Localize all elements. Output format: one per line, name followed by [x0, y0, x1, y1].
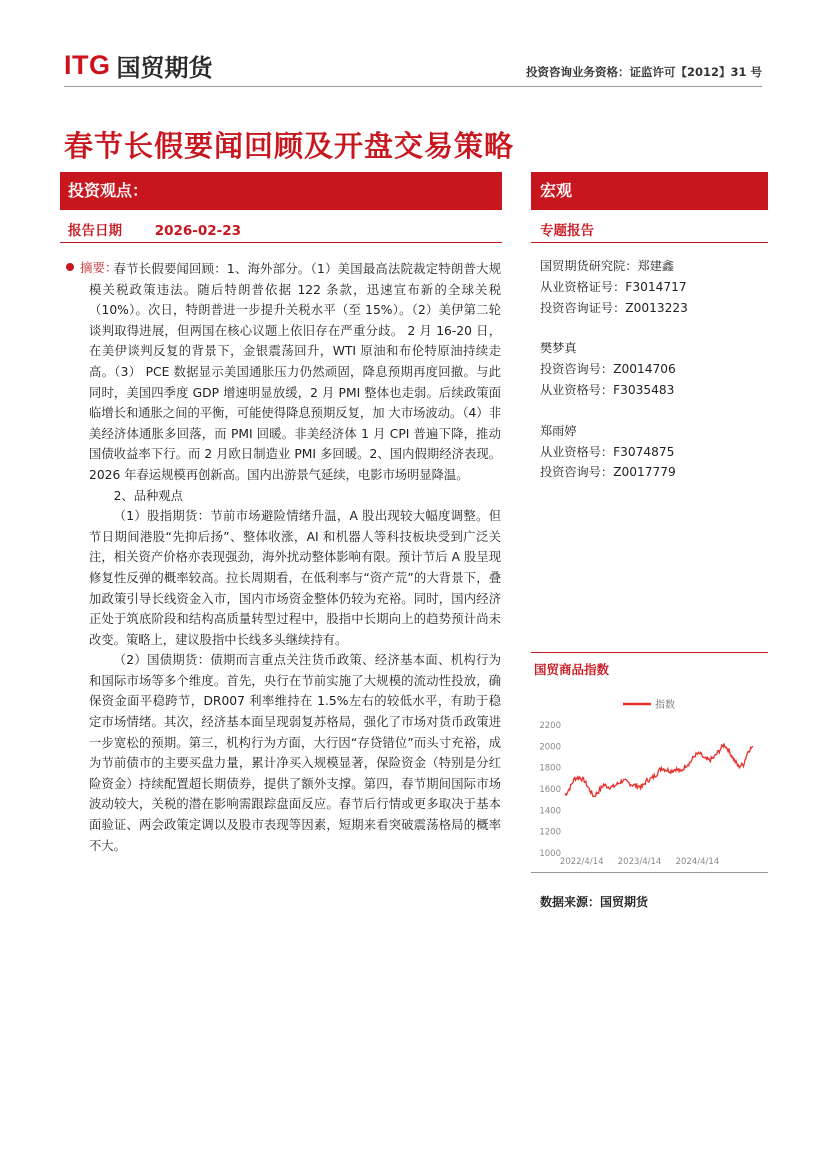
chart-top-divider [531, 652, 768, 653]
analyst-3 [540, 421, 688, 483]
analyst-license: 从业资格号：F3074875 [540, 444, 675, 459]
report-type: 专题报告 [540, 223, 594, 239]
legend-label: 指数 [655, 700, 675, 711]
bullet-dot-icon [66, 263, 74, 271]
analyst-license: 从业资格号：F3035483 [540, 382, 675, 397]
paragraph-stock-index: （1）股指期货：节前市场避险情绪升温，A 股出现较大幅度调整。但节日期间港股“先抑后扬”、整体收涨，AI 和机器人等科技板块受到广泛关注，相关资产价格亦表现强劲，海外扰动整体影响有限。预计节后 A 股呈现修复性反弹的概率较高。拉长周期看，在低利率与“资产荒”的大背景下，叠加政策引导长线资金入市，国内市场资金整体仍较为充裕。同时，国内经济正处于筑底阶段和结构高质量转型过程中，股指中长期向上的趋势预计尚未改变。策略上，建议股指中长线多头继续持有。 [89, 509, 501, 647]
analyst-name: 樊梦真 [540, 341, 577, 356]
logo-itg: ITG [64, 50, 111, 80]
paragraph-review: 春节长假要闻回顾：1、海外部分。（1）美国最高法院裁定特朗普大规模关税政策违法。随后特朗普依据 122 条款，迅速宣布新的全球关税（10%）。次日，特朗普进一步提升关税水平（至 15%）。（2）美伊第二轮谈判取得进展，但两国在核心议题上依旧存在严重分歧。 2 月 16-20 日，在美伊谈判反复的背景下，金银震荡回升，WTI 原油和布伦特原油持续走高。（3） PCE 数据显示美国通胀压力仍然顽固，降息预期再度回撤。与此同时，美国四季度 GDP 增速明显放缓，2 月 PMI 整体也走弱。后续政策面临增长和通胀之间的平衡，可能使得降息预期反复，加 大市场波动。（4）非美经济体通胀多回落，而 PMI 回暖。非美经济体 1 月 CPI 普遍下降，推动国债收益率下行。而 2 月欧日制造业 PMI 多回暖。2、国内假期经济表现。2026 年春运规模再创新高。国内出游景气延续，电影市场明显降温。 [89, 262, 501, 482]
chart-bottom-divider [531, 872, 768, 873]
abstract-body [89, 259, 501, 856]
analyst-license: 投资咨询号：Z0014706 [540, 362, 676, 377]
y-tick-label: 1800 [539, 763, 561, 774]
commodity-index-chart [531, 690, 768, 870]
analyst-1 [540, 256, 688, 318]
date-divider [60, 242, 502, 243]
x-axis-ticks [560, 857, 719, 867]
chart-title: 国贸商品指数 [534, 662, 610, 677]
x-tick-label: 2022/4/14 [559, 857, 604, 867]
report-date-label: 报告日期 [68, 223, 122, 239]
x-tick-label: 2024/4/14 [675, 857, 720, 867]
qualification-text: 投资咨询业务资格：证监许可【2012】31 号 [525, 65, 762, 79]
analyst-license: 投资咨询证号：Z0013223 [540, 300, 688, 315]
analyst-name: 国贸期货研究院：郑建鑫 [540, 259, 675, 273]
y-tick-label: 1600 [539, 785, 561, 795]
analyst-2 [540, 338, 688, 400]
logo-cn: 国贸期货 [116, 54, 213, 82]
y-tick-label: 1000 [539, 849, 561, 859]
analyst-list [540, 256, 688, 503]
header-divider [64, 86, 762, 87]
abstract-label-text: 摘要： [80, 260, 118, 275]
macro-bar: 宏观 [531, 172, 768, 210]
data-source: 数据来源：国贸期货 [540, 895, 649, 909]
series-line-index [565, 743, 753, 796]
paragraph-section-heading: 2、品种观点 [113, 488, 183, 503]
company-logo [64, 48, 213, 83]
y-axis-ticks [539, 721, 561, 859]
y-tick-label: 1400 [539, 806, 561, 817]
investment-view-bar: 投资观点： [60, 172, 502, 210]
report-type-divider [531, 242, 768, 243]
paragraph-treasury: （2）国债期货：债期而言重点关注货币政策、经济基本面、机构行为和国际市场等多个维度。首先，央行在节前实施了大规模的流动性投放，确保资金面平稳跨节，DR007 利率维持在 1.5%左右的较低水平，有助于稳定市场情绪。其次，经济基本面呈现弱复苏格局，强化了市场对货币政策进一步宽松的预期。第三，机构行为方面，大行因“存贷错位”而头寸充裕，成为节前债市的主要买盘力量，累计净买入规模显著，保险资金（特别是分红险资金）持续配置超长期债券，提供了额外支撑。第四，春节期间国际市场波动较大，关税的潜在影响需跟踪盘面反应。春节后行情或更多取决于基本面验证、两会政策定调以及股市表现等因素，短期来看突破震荡格局的概率不大。 [89, 653, 501, 853]
y-tick-label: 2000 [539, 742, 561, 753]
report-date-row [68, 219, 241, 239]
report-title: 春节长假要闻回顾及开盘交易策略 [64, 129, 515, 163]
analyst-license: 从业资格证号：F3014717 [540, 279, 687, 294]
y-tick-label: 1200 [539, 827, 561, 838]
report-date-value: 2026-02-23 [154, 223, 242, 239]
analyst-name: 郑雨婷 [540, 423, 577, 438]
y-tick-label: 2200 [539, 721, 561, 731]
analyst-license: 投资咨询号：Z0017779 [540, 465, 676, 480]
x-tick-label: 2023/4/14 [617, 857, 662, 867]
